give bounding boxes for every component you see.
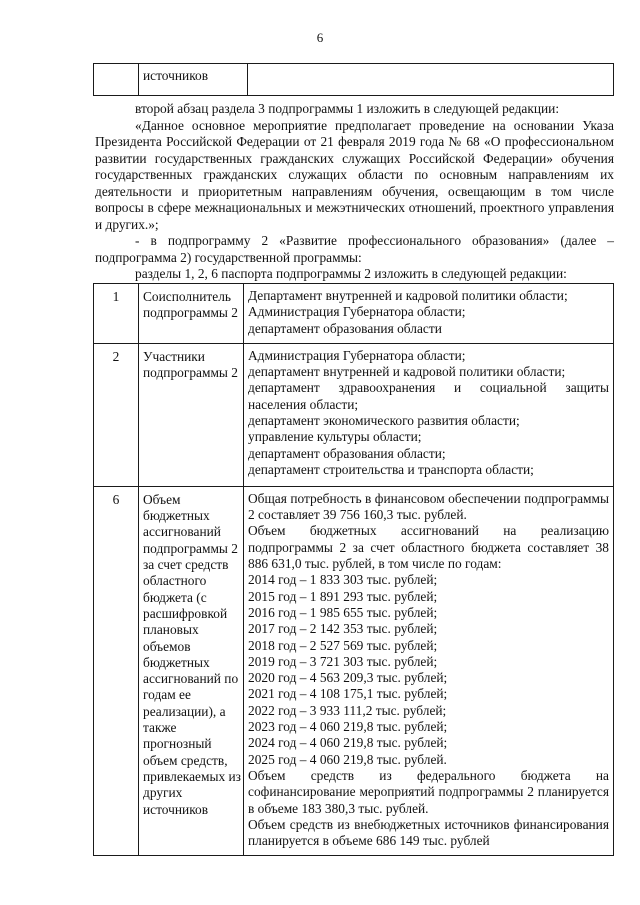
row-label: Объем бюджетных ассигнований подпрограммы 2 за счет средств областного бюджета (с расшифровкой плановых объемов бюджетных ассигнований по годам ее реализации), а также прогнозный объем средств, привлекаемых из других источников <box>139 486 244 856</box>
value-line: 2023 год – 4 060 219,8 тыс. рублей; <box>248 719 448 735</box>
value-line: Департамент внутренней и кадровой политики области; <box>248 288 568 303</box>
value-line: департамент образования области; <box>248 445 446 461</box>
table-cell <box>94 64 139 96</box>
value-line: Администрация Губернатора области; <box>248 347 466 363</box>
value-line: 2025 год – 4 060 219,8 тыс. рублей. <box>248 751 447 767</box>
row-label: Участники подпрограммы 2 <box>139 343 244 486</box>
value-line: департамент внутренней и кадровой политики области; <box>248 364 566 380</box>
table-row <box>94 343 614 486</box>
value-line: 2018 год – 2 527 569 тыс. рублей; <box>248 637 438 653</box>
value-line: 2021 год – 4 108 175,1 тыс. рублей; <box>248 686 448 702</box>
value-line: Объем средств из федерального бюджета на софинансирование мероприятий подпрограммы 2 планируется в объеме 183 380,3 тыс. рублей. <box>248 767 609 816</box>
value-line: 2024 год – 4 060 219,8 тыс. рублей; <box>248 735 448 751</box>
body-text <box>95 101 614 283</box>
value-line: 2020 год – 4 563 209,3 тыс. рублей; <box>248 670 448 686</box>
value-line: 2016 год – 1 985 655 тыс. рублей; <box>248 604 438 620</box>
value-line: Общая потребность в финансовом обеспечении подпрограммы 2 составляет 39 756 160,3 тыс. рублей. <box>248 490 609 523</box>
paragraph: - в подпрограмму 2 «Развитие профессионального образования» (далее – подпрограмма 2) государственной программы: <box>95 233 614 265</box>
value-line: управление культуры области; <box>248 429 422 445</box>
passport-table <box>93 283 614 856</box>
page-number: 6 <box>316 30 324 45</box>
value-line: департамент экономического развития области; <box>248 413 520 429</box>
table-cell-label: источников <box>139 64 248 96</box>
row-number: 2 <box>94 343 139 486</box>
value-line: Администрация Губернатора области; <box>248 304 466 320</box>
row-number: 1 <box>94 284 139 344</box>
value-line: департамент образования области <box>248 320 442 336</box>
value-line: департамент строительства и транспорта области; <box>248 461 534 477</box>
value-line: Объем средств из внебюджетных источников финансирования планируется в объеме 686 149 тыс. рублей <box>248 816 609 849</box>
value-line: 2015 год – 1 891 293 тыс. рублей; <box>248 588 438 604</box>
paragraph: второй абзац раздела 3 подпрограммы 1 изложить в следующей редакции: <box>135 101 560 116</box>
value-line: 2022 год – 3 933 111,2 тыс. рублей; <box>248 702 447 718</box>
row-value <box>244 284 614 344</box>
row-value <box>244 343 614 486</box>
table-row <box>94 486 614 856</box>
table-row <box>94 64 614 96</box>
paragraph: «Данное основное мероприятие предполагает проведение на основании Указа Президента Российской Федерации от 21 февраля 2019 года № 68 «О профессиональном развитии государственных гражданских служащих Российской Федерации» обучения государственных гражданских служащих области по основным направлениям их деятельности и приоритетным направлениям обучения, освещающим в том числе вопросы в сфере межнациональных и межэтнических отношений, проектного управления и других.»; <box>95 117 614 232</box>
paragraph: разделы 1, 2, 6 паспорта подпрограммы 2 изложить в следующей редакции: <box>135 266 567 281</box>
value-line: 2019 год – 3 721 303 тыс. рублей; <box>248 653 438 669</box>
continuation-table <box>93 63 614 96</box>
row-label: Соисполнитель подпрограммы 2 <box>139 284 244 344</box>
row-number: 6 <box>94 486 139 856</box>
value-line: Объем бюджетных ассигнований на реализацию подпрограммы 2 за счет областного бюджета составляет 38 886 631,0 тыс. рублей, в том числе по годам: <box>248 523 609 572</box>
table-row <box>94 284 614 344</box>
row-value <box>244 486 614 856</box>
value-line: департамент здравоохранения и социальной защиты населения области; <box>248 380 609 412</box>
table-cell <box>248 64 614 96</box>
value-line: 2017 год – 2 142 353 тыс. рублей; <box>248 621 438 637</box>
value-line: 2014 год – 1 833 303 тыс. рублей; <box>248 572 438 588</box>
